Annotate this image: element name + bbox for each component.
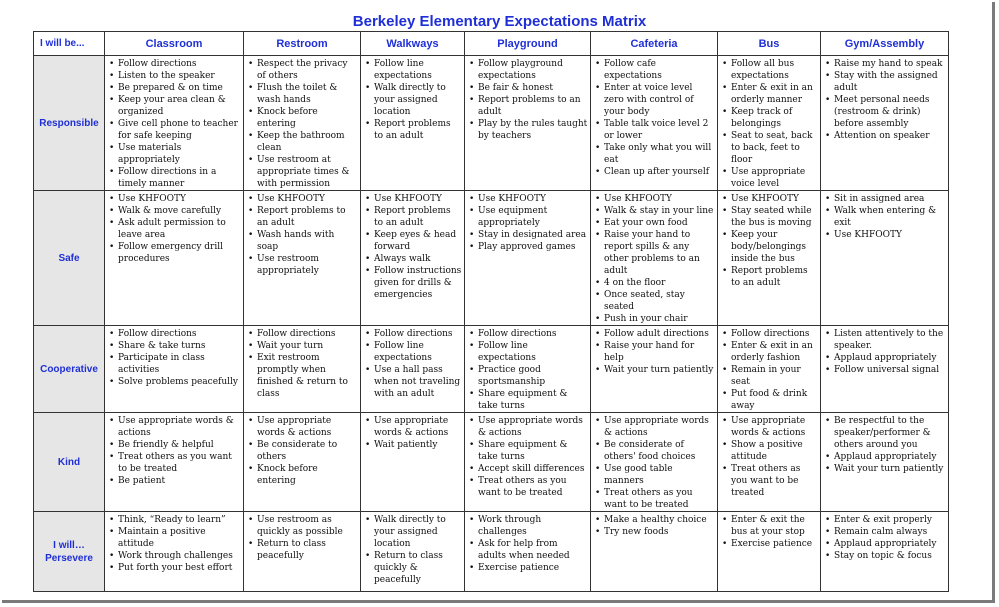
cell-responsible-restroom: [244, 56, 361, 191]
list-item: • Share equipment & take turns: [468, 388, 588, 412]
list-item: • Walk directly to your assigned location: [364, 82, 462, 118]
list-item: • 4 on the floor: [594, 277, 715, 289]
cell-safe-playground: [465, 191, 591, 326]
column-header-walkways: Walkways: [361, 32, 465, 56]
list-item: • Knock before entering: [247, 106, 358, 130]
cell-cooperative-playground: [465, 326, 591, 413]
bullet-list: [465, 193, 590, 253]
page-title: Berkeley Elementary Expectations Matrix: [352, 13, 647, 30]
cell-responsible-classroom: [105, 56, 244, 191]
bullet-list: [821, 415, 948, 475]
matrix-row-persevere: [34, 512, 949, 592]
list-item: • Follow playground expectations: [468, 58, 588, 82]
cell-cooperative-bus: [718, 326, 821, 413]
list-item: • Push in your chair: [594, 313, 715, 325]
row-header-responsible: Responsible: [34, 56, 105, 191]
list-item: • Return to class quickly & peacefully: [364, 550, 462, 586]
list-item: • Use good table manners: [594, 463, 715, 487]
row-header-cooperative: Cooperative: [34, 326, 105, 413]
bullet-list: [244, 193, 360, 277]
list-item: • Report problems to an adult: [247, 205, 358, 229]
list-item: • Keep the bathroom clean: [247, 130, 358, 154]
row-header-kind: Kind: [34, 413, 105, 512]
list-item: • Put food & drink away: [721, 388, 818, 412]
list-item: • Use KHFOOTY: [364, 193, 462, 205]
list-item: • Wait your turn: [247, 340, 358, 352]
list-item: • Applaud appropriately: [824, 451, 946, 463]
matrix-row-safe: [34, 191, 949, 326]
bullet-list: [718, 328, 820, 412]
list-item: • Use KHFOOTY: [247, 193, 358, 205]
list-item: • Eat your own food: [594, 217, 715, 229]
list-item: • Use KHFOOTY: [824, 229, 946, 241]
bullet-list: [244, 415, 360, 487]
list-item: • Practice good sportsmanship: [468, 364, 588, 388]
list-item: • Attention on speaker: [824, 130, 946, 142]
list-item: • Walk & stay in your line: [594, 205, 715, 217]
list-item: • Follow directions: [108, 328, 241, 340]
cell-persevere-cafeteria: [591, 512, 718, 592]
list-item: • Keep eyes & head forward: [364, 229, 462, 253]
cell-persevere-gym-assembly: [821, 512, 949, 592]
cell-responsible-walkways: [361, 56, 465, 191]
header-row: [34, 32, 949, 56]
column-header-bus: Bus: [718, 32, 821, 56]
list-item: • Try new foods: [594, 526, 715, 538]
list-item: • Follow directions: [468, 328, 588, 340]
cell-responsible-gym-assembly: [821, 56, 949, 191]
list-item: • Stay in designated area: [468, 229, 588, 241]
cell-responsible-playground: [465, 56, 591, 191]
list-item: • Maintain a positive attitude: [108, 526, 241, 550]
bullet-list: [244, 328, 360, 400]
list-item: • Stay on topic & focus: [824, 550, 946, 562]
list-item: • Walk directly to your assigned location: [364, 514, 462, 550]
matrix-row-cooperative: [34, 326, 949, 413]
bullet-list: [591, 193, 717, 325]
cell-cooperative-cafeteria: [591, 326, 718, 413]
cell-safe-walkways: [361, 191, 465, 326]
row-header-safe: Safe: [34, 191, 105, 326]
list-item: • Always walk: [364, 253, 462, 265]
bullet-list: [105, 415, 243, 487]
bullet-list: [361, 193, 464, 301]
list-item: • Follow adult directions: [594, 328, 715, 340]
list-item: • Wait your turn patiently: [824, 463, 946, 475]
row-header-persevere: I will… Persevere: [34, 512, 105, 592]
list-item: • Keep track of belongings: [721, 106, 818, 130]
list-item: • Once seated, stay seated: [594, 289, 715, 313]
list-item: • Respect the privacy of others: [247, 58, 358, 82]
list-item: • Participate in class activities: [108, 352, 241, 376]
list-item: • Share equipment & take turns: [468, 439, 588, 463]
bullet-list: [361, 328, 464, 400]
bullet-list: [105, 193, 243, 265]
list-item: • Report problems to an adult: [721, 265, 818, 289]
list-item: • Treat others as you want to be treated: [594, 487, 715, 511]
bullet-list: [105, 328, 243, 388]
cell-kind-classroom: [105, 413, 244, 512]
list-item: • Walk when entering & exit: [824, 205, 946, 229]
cell-kind-bus: [718, 413, 821, 512]
cell-cooperative-restroom: [244, 326, 361, 413]
list-item: • Follow all bus expectations: [721, 58, 818, 82]
list-item: • Clean up after yourself: [594, 166, 715, 178]
list-item: • Remain calm always: [824, 526, 946, 538]
bullet-list: [591, 58, 717, 178]
list-item: • Report problems to an adult: [364, 118, 462, 142]
list-item: • Follow directions: [108, 58, 241, 70]
list-item: • Show a positive attitude: [721, 439, 818, 463]
list-item: • Play approved games: [468, 241, 588, 253]
bullet-list: [718, 193, 820, 289]
bullet-list: [821, 193, 948, 241]
bullet-list: [465, 514, 590, 574]
list-item: • Follow directions: [247, 328, 358, 340]
column-header-playground: Playground: [465, 32, 591, 56]
cell-persevere-bus: [718, 512, 821, 592]
list-item: • Applaud appropriately: [824, 352, 946, 364]
list-item: • Wait your turn patiently: [594, 364, 715, 376]
list-item: • Be fair & honest: [468, 82, 588, 94]
list-item: • Use appropriate words & actions: [108, 415, 241, 439]
bullet-list: [361, 514, 464, 586]
cell-kind-playground: [465, 413, 591, 512]
list-item: • Enter at voice level zero with control of your body: [594, 82, 715, 118]
list-item: • Applaud appropriately: [824, 538, 946, 550]
list-item: • Ask for help from adults when needed: [468, 538, 588, 562]
list-item: • Take only what you will eat: [594, 142, 715, 166]
list-item: • Follow directions: [721, 328, 818, 340]
list-item: • Treat others as you want to be treated: [108, 451, 241, 475]
list-item: • Keep your area clean & organized: [108, 94, 241, 118]
bullet-list: [591, 514, 717, 538]
list-item: • Share & take turns: [108, 340, 241, 352]
list-item: • Use KHFOOTY: [108, 193, 241, 205]
list-item: • Treat others as you want to be treated: [721, 463, 818, 499]
column-header-cafeteria: Cafeteria: [591, 32, 718, 56]
list-item: • Use restroom at appropriate times & with permission: [247, 154, 358, 190]
cell-safe-gym-assembly: [821, 191, 949, 326]
list-item: • Put forth your best effort: [108, 562, 241, 574]
bullet-list: [361, 58, 464, 142]
list-item: • Raise your hand for help: [594, 340, 715, 364]
list-item: • Give cell phone to teacher for safe keeping: [108, 118, 241, 142]
bullet-list: [718, 514, 820, 550]
list-item: • Remain in your seat: [721, 364, 818, 388]
column-header-classroom: Classroom: [105, 32, 244, 56]
list-item: • Keep your body/belongings inside the bus: [721, 229, 818, 265]
bullet-list: [244, 514, 360, 562]
cell-responsible-bus: [718, 56, 821, 191]
cell-persevere-restroom: [244, 512, 361, 592]
matrix-row-kind: [34, 413, 949, 512]
list-item: • Play by the rules taught by teachers: [468, 118, 588, 142]
list-item: • Report problems to an adult: [364, 205, 462, 229]
list-item: • Use appropriate voice level: [721, 166, 818, 190]
bullet-list: [821, 514, 948, 562]
expectations-matrix: [33, 31, 949, 592]
list-item: • Use appropriate words & actions: [721, 415, 818, 439]
list-item: • Follow line expectations: [364, 340, 462, 364]
list-item: • Use a hall pass when not traveling with an adult: [364, 364, 462, 400]
bullet-list: [821, 58, 948, 142]
list-item: • Use materials appropriately: [108, 142, 241, 166]
cell-persevere-classroom: [105, 512, 244, 592]
list-item: • Walk & move carefully: [108, 205, 241, 217]
bullet-list: [718, 415, 820, 499]
list-item: • Enter & exit the bus at your stop: [721, 514, 818, 538]
list-item: • Work through challenges: [108, 550, 241, 562]
bullet-list: [465, 415, 590, 499]
list-item: • Follow cafe expectations: [594, 58, 715, 82]
bullet-list: [465, 328, 590, 412]
cell-cooperative-gym-assembly: [821, 326, 949, 413]
list-item: • Use appropriate words & actions: [364, 415, 462, 439]
cell-safe-cafeteria: [591, 191, 718, 326]
list-item: • Listen to the speaker: [108, 70, 241, 82]
cell-safe-bus: [718, 191, 821, 326]
list-item: • Exercise patience: [468, 562, 588, 574]
list-item: • Solve problems peacefully: [108, 376, 241, 388]
bullet-list: [465, 58, 590, 142]
cell-kind-restroom: [244, 413, 361, 512]
cell-safe-restroom: [244, 191, 361, 326]
list-item: • Knock before entering: [247, 463, 358, 487]
list-item: • Be respectful to the speaker/performer & others around you: [824, 415, 946, 451]
list-item: • Seat to seat, back to back, feet to floor: [721, 130, 818, 166]
list-item: • Use KHFOOTY: [721, 193, 818, 205]
bullet-list: [718, 58, 820, 190]
list-item: • Raise my hand to speak: [824, 58, 946, 70]
list-item: • Be prepared & on time: [108, 82, 241, 94]
list-item: • Accept skill differences: [468, 463, 588, 475]
list-item: • Sit in assigned area: [824, 193, 946, 205]
list-item: • Exercise patience: [721, 538, 818, 550]
cell-safe-classroom: [105, 191, 244, 326]
list-item: • Use equipment appropriately: [468, 205, 588, 229]
list-item: • Flush the toilet & wash hands: [247, 82, 358, 106]
cell-cooperative-walkways: [361, 326, 465, 413]
bullet-list: [591, 415, 717, 511]
bullet-list: [821, 328, 948, 376]
list-item: • Think, “Ready to learn”: [108, 514, 241, 526]
list-item: • Work through challenges: [468, 514, 588, 538]
list-item: • Use restroom as quickly as possible: [247, 514, 358, 538]
cell-persevere-walkways: [361, 512, 465, 592]
list-item: • Be friendly & helpful: [108, 439, 241, 451]
bullet-list: [591, 328, 717, 376]
list-item: • Follow universal signal: [824, 364, 946, 376]
cell-kind-cafeteria: [591, 413, 718, 512]
list-item: • Exit restroom promptly when finished & return to class: [247, 352, 358, 400]
list-item: • Use appropriate words & actions: [247, 415, 358, 439]
list-item: • Follow directions in a timely manner: [108, 166, 241, 190]
list-item: • Use appropriate words & actions: [468, 415, 588, 439]
list-item: • Table talk voice level 2 or lower: [594, 118, 715, 142]
list-item: • Ask adult permission to leave area: [108, 217, 241, 241]
list-item: • Follow emergency drill procedures: [108, 241, 241, 265]
list-item: • Follow line expectations: [468, 340, 588, 364]
list-item: • Follow line expectations: [364, 58, 462, 82]
list-item: • Use restroom appropriately: [247, 253, 358, 277]
cell-persevere-playground: [465, 512, 591, 592]
list-item: • Enter & exit in an orderly fashion: [721, 340, 818, 364]
list-item: • Report problems to an adult: [468, 94, 588, 118]
cell-responsible-cafeteria: [591, 56, 718, 191]
matrix-row-responsible: [34, 56, 949, 191]
list-item: • Make a healthy choice: [594, 514, 715, 526]
bullet-list: [361, 415, 464, 451]
list-item: • Stay seated while the bus is moving: [721, 205, 818, 229]
corner-header: I will be...: [34, 32, 105, 56]
list-item: • Use KHFOOTY: [594, 193, 715, 205]
list-item: • Meet personal needs (restroom & drink) before assembly: [824, 94, 946, 130]
list-item: • Follow directions: [364, 328, 462, 340]
list-item: • Return to class peacefully: [247, 538, 358, 562]
cell-kind-gym-assembly: [821, 413, 949, 512]
list-item: • Follow instructions given for drills & emergencies: [364, 265, 462, 301]
list-item: • Be considerate of others' food choices: [594, 439, 715, 463]
list-item: • Wash hands with soap: [247, 229, 358, 253]
list-item: • Stay with the assigned adult: [824, 70, 946, 94]
list-item: • Use appropriate words & actions: [594, 415, 715, 439]
list-item: • Listen attentively to the speaker.: [824, 328, 946, 352]
bullet-list: [105, 514, 243, 574]
list-item: • Be considerate to others: [247, 439, 358, 463]
column-header-restroom: Restroom: [244, 32, 361, 56]
cell-cooperative-classroom: [105, 326, 244, 413]
list-item: • Raise your hand to report spills & any other problems to an adult: [594, 229, 715, 277]
bullet-list: [105, 58, 243, 190]
list-item: • Treat others as you want to be treated: [468, 475, 588, 499]
list-item: • Enter & exit properly: [824, 514, 946, 526]
list-item: • Be patient: [108, 475, 241, 487]
column-header-gym-assembly: Gym/Assembly: [821, 32, 949, 56]
list-item: • Enter & exit in an orderly manner: [721, 82, 818, 106]
list-item: • Wait patiently: [364, 439, 462, 451]
bullet-list: [244, 58, 360, 190]
cell-kind-walkways: [361, 413, 465, 512]
list-item: • Use KHFOOTY: [468, 193, 588, 205]
